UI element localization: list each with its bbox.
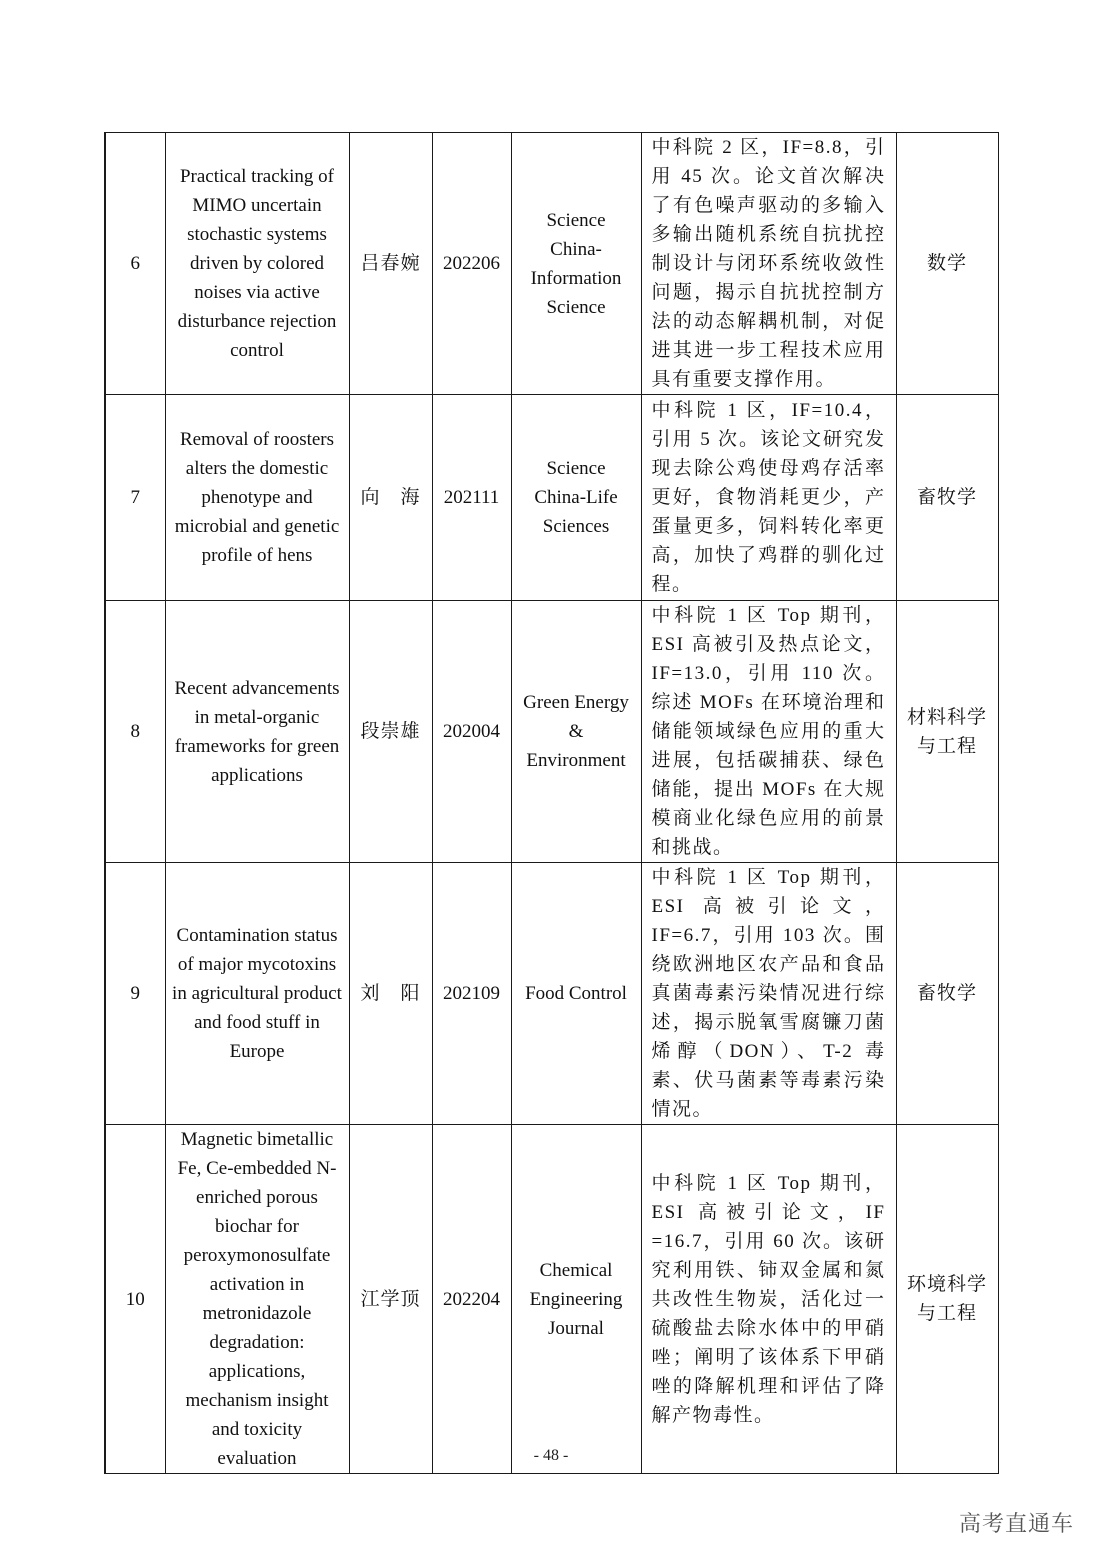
page-number: - 48 - — [533, 1447, 569, 1464]
table-row — [105, 863, 998, 1125]
author-name: 向 海 — [349, 395, 432, 601]
paper-title: Practical tracking of MIMO uncertain stochastic systems driven by colored noises via active disturbance rejection control — [165, 133, 349, 395]
paper-description: 中科院 1 区 Top 期刊，ESI 高被引及热点论文，IF=13.0，引用 110 次。综述 MOFs 在环境治理和储能领域绿色应用的重大进展，包括碳捕获、绿色储能，提出 MOFs 在大规模商业化绿色应用的前景和挑战。 — [641, 601, 896, 863]
author-name: 段崇雄 — [349, 601, 432, 863]
author-name: 江学顶 — [349, 1125, 432, 1474]
table-row — [105, 1125, 998, 1474]
journal-name: Green Energy & Environment — [511, 601, 641, 863]
table-row — [105, 133, 998, 395]
row-number: 6 — [105, 133, 165, 395]
row-number: 7 — [105, 395, 165, 601]
subject-field: 数学 — [896, 133, 998, 395]
author-name: 刘 阳 — [349, 863, 432, 1125]
publish-date: 202204 — [432, 1125, 511, 1474]
journal-name: Food Control — [511, 863, 641, 1125]
journal-name: Science China-Information Science — [511, 133, 641, 395]
subject-field: 畜牧学 — [896, 863, 998, 1125]
author-name: 吕春婉 — [349, 133, 432, 395]
paper-title: Recent advancements in metal-organic frameworks for green applications — [165, 601, 349, 863]
paper-description: 中科院 1 区 Top 期刊，ESI 高被引论文，IF =16.7，引用 60 次。该研究利用铁、铈双金属和氮共改性生物炭，活化过一硫酸盐去除水体中的甲硝唑；阐明了该体系下甲硝唑的降解机理和评估了降解产物毒性。 — [641, 1125, 896, 1474]
paper-title: Magnetic bimetallic Fe, Ce-embedded N-enriched porous biochar for peroxymonosulfate activation in metronidazole degradation: applications, mechanism insight and toxicity evaluation — [165, 1125, 349, 1474]
row-number: 8 — [105, 601, 165, 863]
paper-description: 中科院 1 区，IF=10.4，引用 5 次。该论文研究发现去除公鸡使母鸡存活率更好，食物消耗更少，产蛋量更多，饲料转化率更高，加快了鸡群的驯化过程。 — [641, 395, 896, 601]
subject-field: 畜牧学 — [896, 395, 998, 601]
paper-title: Removal of roosters alters the domestic phenotype and microbial and genetic profile of hens — [165, 395, 349, 601]
row-number: 10 — [105, 1125, 165, 1474]
journal-name: Chemical Engineering Journal — [511, 1125, 641, 1474]
paper-table — [104, 132, 999, 1474]
row-number: 9 — [105, 863, 165, 1125]
subject-field: 环境科学与工程 — [896, 1125, 998, 1474]
publish-date: 202206 — [432, 133, 511, 395]
paper-description: 中科院 2 区，IF=8.8，引用 45 次。论文首次解决了有色噪声驱动的多输入多输出随机系统自抗扰控制设计与闭环系统收敛性问题，揭示自抗扰控制方法的动态解耦机制，对促进其进一步工程技术应用具有重要支撑作用。 — [641, 133, 896, 395]
paper-description: 中科院 1 区 Top 期刊，ESI 高被引论文，IF=6.7，引用 103 次。围绕欧洲地区农产品和食品真菌毒素污染情况进行综述，揭示脱氧雪腐镰刀菌烯醇（DON）、T-2 毒素、伏马菌素等毒素污染情况。 — [641, 863, 896, 1125]
paper-title: Contamination status of major mycotoxins in agricultural product and food stuff in Europe — [165, 863, 349, 1125]
publish-date: 202004 — [432, 601, 511, 863]
table-row — [105, 601, 998, 863]
journal-name: Science China-Life Sciences — [511, 395, 641, 601]
subject-field: 材料科学与工程 — [896, 601, 998, 863]
watermark-logo-text: 高考直通车 — [958, 1512, 1074, 1537]
publish-date: 202111 — [432, 395, 511, 601]
table-row — [105, 395, 998, 601]
publish-date: 202109 — [432, 863, 511, 1125]
